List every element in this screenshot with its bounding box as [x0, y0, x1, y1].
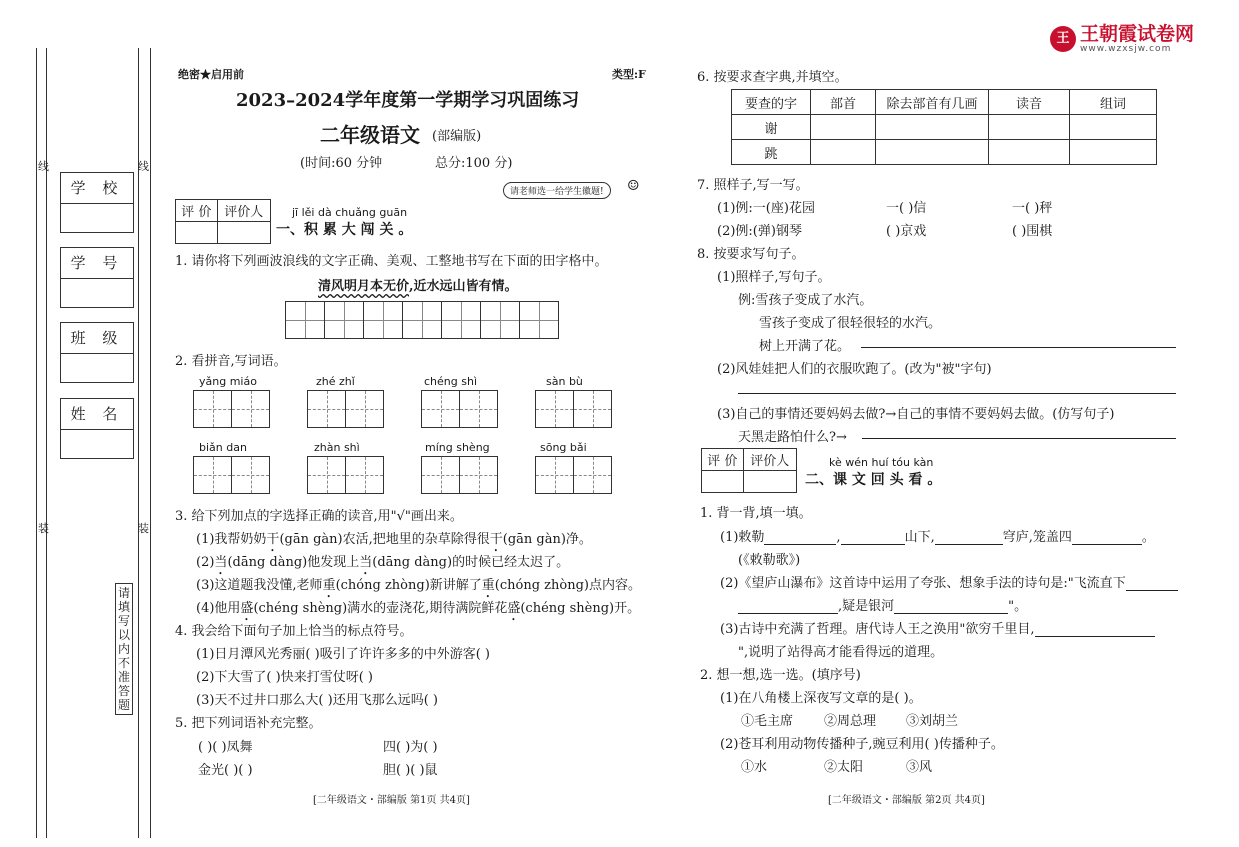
scorer-label: 评价人	[217, 200, 270, 222]
edition-label: (部编版)	[432, 129, 482, 144]
q3-item-3: (3)这道题我没懂,老师重(chóng zhòng)新讲解了重(chóng zhòng)点内容。	[196, 578, 641, 593]
pinyin-label: chéng shì	[424, 375, 477, 388]
q7-prompt: 7. 照样子,写一写。	[697, 178, 809, 193]
pinyin-label: zhé zhǐ	[316, 375, 355, 388]
student-id-label: 学 号	[61, 248, 133, 279]
table-header: 组词	[1070, 90, 1157, 115]
q1-writing-grid[interactable]	[285, 301, 559, 339]
answer-line[interactable]	[862, 438, 1176, 439]
grid-cell[interactable]	[481, 302, 520, 338]
option[interactable]: ③风	[906, 760, 933, 775]
secret-label: 绝密★启用前	[178, 68, 244, 81]
section1-title: 一、积 累 大 闯 关 。	[276, 222, 413, 238]
binding-line-mark: 线	[38, 160, 49, 173]
class-label: 班 级	[61, 323, 133, 354]
score-box	[701, 448, 797, 493]
p1-item-1: (1)敕勒 , 山下, 穹庐,笼盖四 。	[720, 530, 1155, 545]
fill-blank[interactable]	[1072, 532, 1142, 545]
scorer-cell[interactable]	[743, 471, 796, 493]
table-header: 除去部首有几画	[876, 90, 989, 115]
type-label: 类型:F	[612, 68, 646, 81]
time-label: (时间:60 分钟	[300, 156, 383, 171]
pinyin-label: sōng bǎi	[540, 441, 587, 454]
scorer-cell[interactable]	[217, 222, 270, 244]
grid-cell[interactable]	[442, 302, 481, 338]
fill-blank[interactable]	[764, 532, 836, 545]
subject-title: 二年级语文	[320, 123, 420, 147]
pinyin-grid[interactable]	[307, 390, 384, 428]
q4-item-3[interactable]: (3)天不过井口那么大( )还用飞那么远吗( )	[196, 693, 438, 708]
q8-task: 树上开满了花。	[759, 339, 851, 354]
table-row-char: 跳	[732, 140, 811, 165]
table-header: 部首	[811, 90, 876, 115]
q3-item-4: (4)他用盛(chéng shèng)满水的壶浇花,期待满院鲜花盛(chéng shèng)开。	[196, 601, 641, 616]
fill-blank[interactable]	[738, 601, 838, 614]
table-cell[interactable]	[876, 140, 989, 165]
q8-sub-2: (2)风娃娃把人们的衣服吹跑了。(改为"被"字句)	[717, 362, 992, 377]
answer-line[interactable]	[738, 393, 1176, 394]
option[interactable]: ③刘胡兰	[906, 714, 959, 729]
p2-question-2[interactable]: (2)苍耳利用动物传播种子,豌豆利用( )传播种子。	[720, 737, 1004, 752]
p1-prompt: 1. 背一背,填一填。	[700, 506, 812, 521]
q1-prompt: 1. 请你将下列画波浪线的文字正确、美观、工整地书写在下面的田字格中。	[175, 254, 608, 269]
fill-blank[interactable]	[1035, 624, 1155, 637]
option[interactable]: ②周总理	[824, 714, 877, 729]
student-id-field[interactable]	[60, 247, 134, 308]
p1-item-2-cont: ,疑是银河 "。	[738, 595, 1027, 614]
pinyin-grid[interactable]	[193, 456, 270, 494]
page-footer-2: [二年级语文・部编版 第2页 共4页]	[828, 795, 985, 806]
scorer-label: 评价人	[743, 449, 796, 471]
q6-prompt: 6. 按要求查字典,并填空。	[697, 70, 848, 85]
section2-pinyin: kè wén huí tóu kàn	[829, 456, 934, 469]
exam-title: 2023–2024学年度第一学期学习巩固练习	[236, 90, 580, 111]
pinyin-grid[interactable]	[421, 456, 498, 494]
school-label: 学 校	[61, 173, 133, 204]
pinyin-grid[interactable]	[535, 390, 612, 428]
grid-cell[interactable]	[403, 302, 442, 338]
option[interactable]: ①毛主席	[741, 714, 794, 729]
teacher-banner: 请老师选一给学生徽题!	[503, 182, 611, 199]
site-logo	[1050, 24, 1194, 54]
fill-blank[interactable]	[894, 601, 1008, 614]
score-cell[interactable]	[176, 222, 218, 244]
fill-blank[interactable]	[935, 532, 1003, 545]
binding-seal-mark: 装	[38, 522, 49, 535]
answer-line[interactable]	[861, 347, 1176, 348]
p2-prompt: 2. 想一想,选一选。(填序号)	[700, 668, 861, 683]
pinyin-label: míng shèng	[425, 441, 490, 454]
total-score-label: 总分:100 分)	[435, 156, 513, 171]
option[interactable]: ①水	[741, 760, 768, 775]
poem-source: (《敕勒歌》)	[738, 553, 801, 568]
q8-task: 天黑走路怕什么?→	[738, 430, 847, 445]
q7-blank[interactable]: ( )京戏	[886, 224, 927, 239]
q8-sub-3: (3)自己的事情还要妈妈去做?→自己的事情不要妈妈去做。(仿写句子)	[717, 407, 1115, 422]
q5-item[interactable]: 四( )为( )	[383, 740, 438, 755]
p1-item-2: (2)《望庐山瀑布》这首诗中运用了夸张、想象手法的诗句是:"飞流直下	[720, 572, 1178, 591]
option[interactable]: ②太阳	[824, 760, 864, 775]
binding-seal-mark: 装	[138, 522, 149, 535]
q5-item[interactable]: ( )( )凤舞	[198, 740, 253, 755]
grid-cell[interactable]	[364, 302, 403, 338]
name-label: 姓 名	[61, 399, 133, 430]
table-cell[interactable]	[811, 140, 876, 165]
logo-mark-icon: 王	[1050, 26, 1076, 52]
pinyin-label: zhàn shì	[314, 441, 360, 454]
table-header: 读音	[989, 90, 1070, 115]
q5-item[interactable]: 金光( )( )	[198, 763, 253, 778]
p2-question-1[interactable]: (1)在八角楼上深夜写文章的是( )。	[720, 691, 922, 706]
q7-blank[interactable]: 一( )信	[886, 201, 927, 216]
pinyin-grid[interactable]	[193, 390, 270, 428]
school-field[interactable]	[60, 172, 134, 233]
score-box	[175, 199, 271, 244]
dictionary-table	[731, 89, 1157, 165]
class-field[interactable]	[60, 322, 134, 383]
q4-item-2[interactable]: (2)下大雪了( )快来打雪仗呀( )	[196, 670, 373, 685]
pinyin-label: sàn bù	[546, 375, 583, 388]
grid-cell[interactable]	[286, 302, 325, 338]
table-cell[interactable]	[1070, 140, 1157, 165]
logo-url: www.wzxsjw.com	[1080, 44, 1172, 54]
q8-example-answer: 雪孩子变成了很轻很轻的水汽。	[759, 316, 942, 331]
q5-item[interactable]: 胆( )( )鼠	[383, 763, 438, 778]
pinyin-grid[interactable]	[421, 390, 498, 428]
section1-pinyin: jī lěi dà chuǎng guān	[292, 206, 408, 219]
pinyin-label: biǎn dan	[199, 441, 247, 454]
fill-blank[interactable]	[1126, 578, 1178, 591]
table-cell[interactable]	[1070, 115, 1157, 140]
table-header: 要查的字	[732, 90, 811, 115]
section2-title: 二、课 文 回 头 看 。	[805, 472, 942, 488]
grid-cell[interactable]	[325, 302, 364, 338]
q4-item-1[interactable]: (1)日月潭风光秀丽( )吸引了许许多多的中外游客( )	[196, 647, 490, 662]
binding-line-mark: 线	[138, 160, 149, 173]
q7-example-1: (1)例:一(座)花园	[717, 201, 815, 216]
score-label: 评 价	[176, 200, 218, 222]
score-cell[interactable]	[702, 471, 744, 493]
q8-example: 例:雪孩子变成了水汽。	[738, 293, 873, 308]
student-cartoon-icon: ☺	[627, 178, 640, 194]
pinyin-grid[interactable]	[535, 456, 612, 494]
q1-rest-text: ,近水远山皆有情。	[409, 279, 518, 294]
q2-prompt: 2. 看拼音,写词语。	[175, 354, 287, 369]
logo-name: 王朝霞试卷网	[1080, 23, 1195, 45]
pinyin-label: yǎng miáo	[199, 375, 257, 388]
q3-item-1: (1)我帮奶奶干(gān gàn)农活,把地里的杂草除得很干(gān gàn)净。	[196, 532, 592, 547]
score-label: 评 价	[702, 449, 744, 471]
q8-sub-1: (1)照样子,写句子。	[717, 270, 831, 285]
q3-item-2: (2)当(dāng dàng)他发现上当(dāng dàng)的时候已经太迟了。	[196, 555, 570, 570]
q7-blank[interactable]: ( )围棋	[1012, 224, 1053, 239]
p1-item-3: (3)古诗中充满了哲理。唐代诗人王之涣用"欲穷千里目,	[720, 618, 1155, 637]
table-cell[interactable]	[989, 140, 1070, 165]
q1-sentence	[318, 275, 518, 294]
q7-blank[interactable]: 一( )秤	[1012, 201, 1053, 216]
table-cell[interactable]	[811, 115, 876, 140]
q1-wavy-text: 清风明月本无价	[318, 279, 410, 294]
grid-cell[interactable]	[520, 302, 558, 338]
q8-prompt: 8. 按要求写句子。	[697, 247, 805, 262]
table-cell[interactable]	[876, 115, 989, 140]
q3-prompt: 3. 给下列加点的字选择正确的读音,用"√"画出来。	[175, 509, 463, 524]
name-field[interactable]	[60, 398, 134, 459]
fill-blank[interactable]	[841, 532, 905, 545]
p1-item-3-cont: ",说明了站得高才能看得远的道理。	[738, 645, 944, 660]
table-row-char: 谢	[732, 115, 811, 140]
table-cell[interactable]	[989, 115, 1070, 140]
q7-example-2: (2)例:(弹)钢琴	[717, 224, 802, 239]
binding-notice: 请填写以内不准答题	[115, 583, 133, 715]
q5-prompt: 5. 把下列词语补充完整。	[175, 716, 322, 731]
pinyin-grid[interactable]	[307, 456, 384, 494]
page-footer-1: [二年级语文・部编版 第1页 共4页]	[313, 795, 470, 806]
q4-prompt: 4. 我会给下面句子加上恰当的标点符号。	[175, 624, 413, 639]
